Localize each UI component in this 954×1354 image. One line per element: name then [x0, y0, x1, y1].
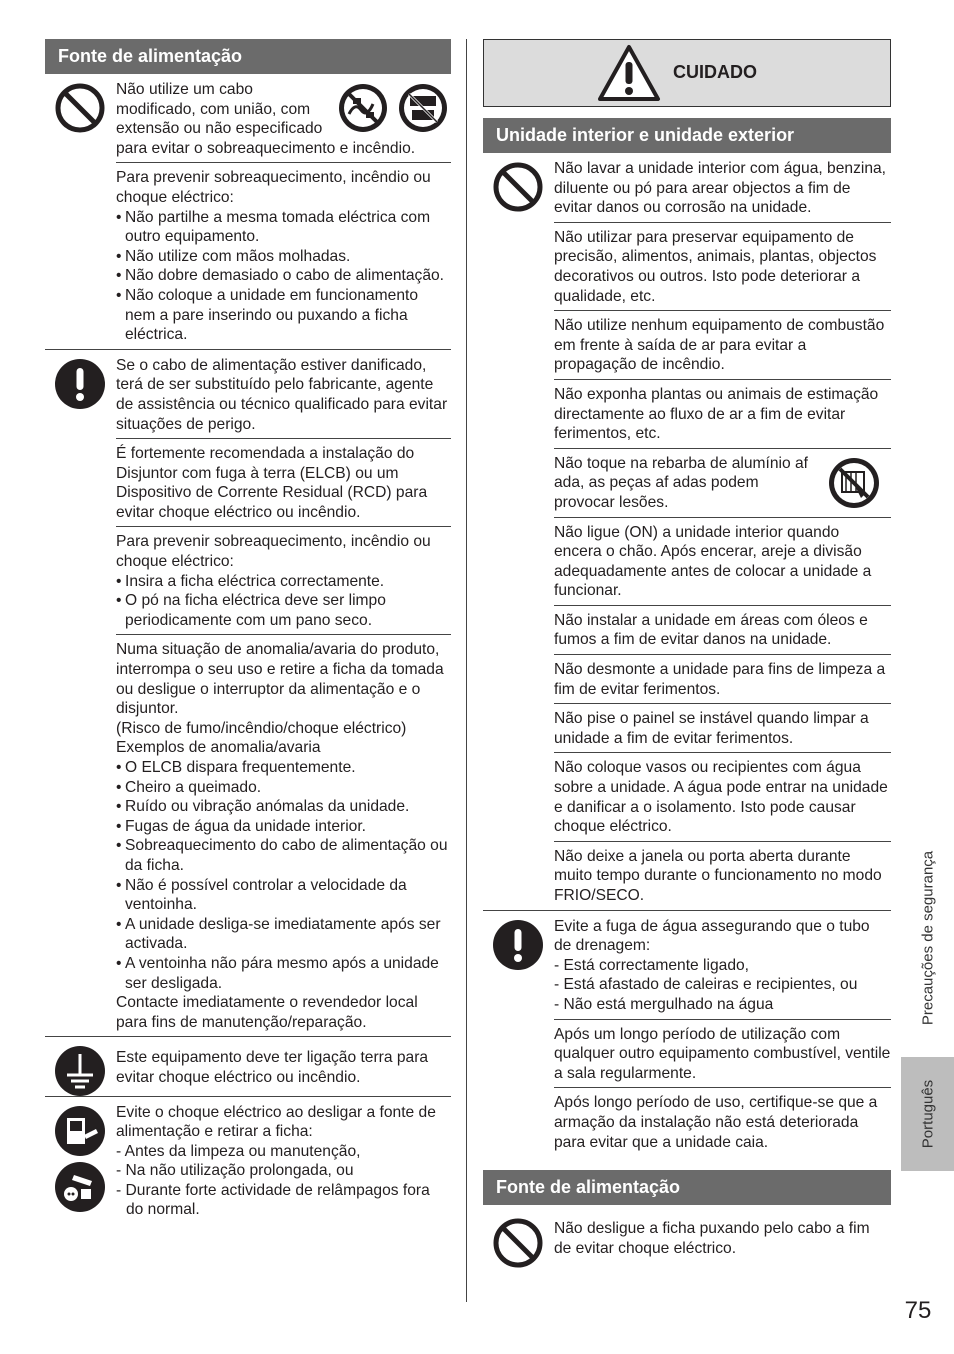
warning-paragraph: [116, 1097, 451, 1225]
list-item: • Não utilize com mãos molhadas.: [116, 247, 451, 267]
side-tab-section-label: Precauções de segurança: [919, 850, 936, 1025]
list-item: - Está afastado de caleiras e recipientes, ou: [554, 976, 858, 994]
list-item: • O pó na ficha eléctrica deve ser limpo periodicamente com um pano seco.: [116, 591, 451, 630]
warning-paragraph: [116, 162, 451, 348]
warning-paragraph: [554, 1213, 891, 1262]
caution-label: CUIDADO: [673, 62, 757, 82]
section-title-power-supply: Fonte de alimentação: [45, 39, 451, 74]
side-tab-language: [901, 1057, 954, 1171]
risk-note: (Risco de fumo/incêndio/choque eléctrico): [116, 719, 407, 737]
list-item: • Não é possível controlar a velocidade da ventoinha.: [116, 876, 451, 915]
paragraph-text: Não toque na rebarba de alumínio af ada, as peças af adas podem provocar lesões.: [554, 454, 809, 511]
paragraph-text: Este equipamento deve ter ligação terra para evitar choque eléctrico ou incêndio.: [116, 1049, 429, 1086]
warning-paragraph: [554, 841, 891, 910]
prohibition-group: [45, 74, 451, 349]
list-item: • Não partilhe a mesma tomada eléctrica com outro equipamento.: [116, 208, 451, 247]
list-item: • Fugas de água da unidade interior.: [116, 817, 451, 837]
list-item: - Antes da limpeza ou manutenção,: [116, 1142, 361, 1160]
paragraph-text: Não utilizar para preservar equipamento de precisão, alimentos, animais, plantas, objectos decorativos ou outros. Isto pode deteriorar a qualidade, etc.: [554, 228, 877, 305]
paragraph-text: Não utilize um cabo modificado, com união, com extensão ou não especificado para evitar o sobreaquecimento e incêndio.: [116, 81, 416, 157]
paragraph-text: Não instalar a unidade em áreas com óleos e fumos a fim de evitar danos na unidade.: [554, 611, 868, 649]
warning-paragraph: [116, 1037, 451, 1095]
switch-off-icon: [54, 1105, 106, 1157]
paragraph-intro: Numa situação de anomalia/avaria do produto, interrompa o seu uso e retire a ficha da tomada ou desligue o interruptor da alimentação e o disjuntor.: [116, 641, 444, 718]
no-extension-cord-icon: [397, 82, 449, 134]
warning-paragraph: [554, 605, 891, 654]
paragraph-text: Após longo período de uso, certifique-se que a armação da instalação não está deteriorada para evitar que a unidade caia.: [554, 1094, 878, 1151]
warning-paragraph: [554, 153, 891, 222]
list-item: - Não está mergulhado na água: [554, 995, 774, 1013]
warning-paragraph: [554, 310, 891, 379]
paragraph-text: Não lavar a unidade interior com água, benzina, diluente ou pó para arear objectos a fim de evitar danos ou corrosão na unidade.: [554, 160, 887, 217]
list-item: • Insira a ficha eléctrica correctamente.: [116, 572, 451, 592]
mandatory-group: [483, 910, 891, 1157]
paragraph-intro: Para prevenir sobreaquecimento, incêndio ou choque eléctrico:: [116, 169, 431, 206]
warning-paragraph: [554, 703, 891, 752]
list-item: • Não coloque a unidade em funcionamento nem a pare inserindo ou puxando a ficha eléctrica.: [116, 286, 451, 345]
side-tab-language-label: Português: [919, 1079, 936, 1149]
column-divider: [466, 39, 467, 1302]
list-item: • Não dobre demasiado o cabo de alimentação.: [116, 266, 451, 286]
paragraph-text: É fortemente recomendada a instalação do Disjuntor com fuga à terra (ELCB) ou um Dispositivo de Corrente Residual (RCD) para evitar choque eléctrico ou incêndio.: [116, 445, 428, 521]
paragraph-text: Após um longo período de utilização com qualquer outro equipamento combustível, ventile a sala regularmente.: [554, 1025, 891, 1082]
left-column: [45, 39, 451, 1224]
prohibition-icon: [492, 161, 544, 213]
unplug-icon: [54, 1161, 106, 1213]
paragraph-text: Não deixe a janela ou porta aberta durante muito tempo durante o funcionamento no modo FRIO/SECO.: [554, 847, 882, 904]
list-item: - Na não utilização prolongada, ou: [116, 1162, 354, 1180]
list-item: - Durante forte actividade de relâmpagos fora do normal.: [116, 1181, 430, 1219]
paragraph-text: Não desmonte a unidade para fins de limpeza a fim de evitar ferimentos.: [554, 661, 886, 698]
warning-paragraph: [116, 526, 451, 634]
warning-paragraph: [116, 438, 451, 526]
right-column: [483, 39, 891, 1262]
paragraph-intro: Para prevenir sobreaquecimento, incêndio ou choque eléctrico:: [116, 533, 431, 571]
warning-paragraph: [116, 634, 451, 1036]
prohibition-group: [483, 153, 891, 910]
section-title-power-supply-2: Fonte de alimentação: [483, 1170, 891, 1205]
list-item: • Ruído ou vibração anómalas da unidade.: [116, 797, 451, 817]
paragraph-text: Não desligue a ficha puxando pelo cabo a fim de evitar choque eléctrico.: [554, 1220, 870, 1257]
warning-paragraph: [554, 654, 891, 703]
list-item: • Sobreaquecimento do cabo de alimentação ou da ficha.: [116, 836, 451, 875]
grounding-group: [45, 1036, 451, 1095]
list-item: • A ventoinha não pára mesmo após a unidade ser desligada.: [116, 954, 451, 993]
page-number: 75: [904, 1297, 932, 1324]
warning-paragraph: [116, 350, 451, 438]
paragraph-outro: Contacte imediatamente o revendedor local para fins de manutenção/reparação.: [116, 994, 418, 1031]
prohibition-group: [483, 1213, 891, 1262]
paragraph-text: Não ligue (ON) a unidade interior quando encera o chão. Após encerar, areje a divisão adequadamente antes de colocar a unidade a funcionar.: [554, 523, 872, 600]
paragraph-text: Não utilize nenhum equipamento de combustão em frente à saída de ar para evitar a propagação de incêndio.: [554, 317, 885, 374]
warning-paragraph: [554, 1019, 891, 1088]
warning-paragraph: [554, 752, 891, 840]
paragraph-text: Não exponha plantas ou animais de estimação directamente ao fluxo de ar a fim de evitar ferimentos, etc.: [554, 385, 879, 443]
warning-paragraph: [554, 379, 891, 448]
paragraph-intro: Evite o choque eléctrico ao desligar a fonte de alimentação e retirar a ficha:: [116, 1103, 436, 1141]
list-item: - Está correctamente ligado,: [554, 956, 750, 974]
mandatory-exclamation-icon: [492, 919, 544, 971]
mandatory-exclamation-icon: [54, 358, 106, 410]
warning-paragraph: [554, 911, 891, 1019]
side-tab-section: [901, 820, 954, 1055]
warning-paragraph: [554, 517, 891, 605]
no-modified-cable-icon: [337, 82, 389, 134]
unplug-group: [45, 1096, 451, 1225]
no-touch-fin-icon: [827, 456, 881, 510]
warning-paragraph: [116, 74, 451, 162]
prohibition-icon: [54, 82, 106, 134]
paragraph-intro: Evite a fuga de água assegurando que o tubo de drenagem:: [554, 917, 870, 955]
list-item: • A unidade desliga-se imediatamente após ser activada.: [116, 915, 451, 954]
warning-paragraph: [554, 222, 891, 310]
section-title-indoor-outdoor: Unidade interior e unidade exterior: [483, 118, 891, 153]
caution-banner: [483, 39, 891, 107]
prohibition-icon: [492, 1217, 544, 1269]
list-item: • O ELCB dispara frequentemente.: [116, 758, 451, 778]
paragraph-text: Se o cabo de alimentação estiver danificado, terá de ser substituído pelo fabricante, agente de assistência ou técnico qualificado para evitar situações de perigo.: [116, 356, 448, 433]
ground-earth-icon: [54, 1045, 106, 1097]
warning-paragraph: [554, 448, 891, 517]
caution-triangle-icon: [597, 44, 661, 102]
mandatory-group: [45, 349, 451, 1037]
paragraph-text: Não coloque vasos ou recipientes com água sobre a unidade. A água pode entrar na unidade e danificar a o isolamento. Isto pode causar choque eléctrico.: [554, 759, 888, 836]
examples-heading: Exemplos de anomalia/avaria: [116, 739, 321, 757]
list-item: • Cheiro a queimado.: [116, 778, 451, 798]
paragraph-text: Não pise o painel se instável quando limpar a unidade a fim de evitar ferimentos.: [554, 710, 869, 747]
warning-paragraph: [554, 1087, 891, 1156]
